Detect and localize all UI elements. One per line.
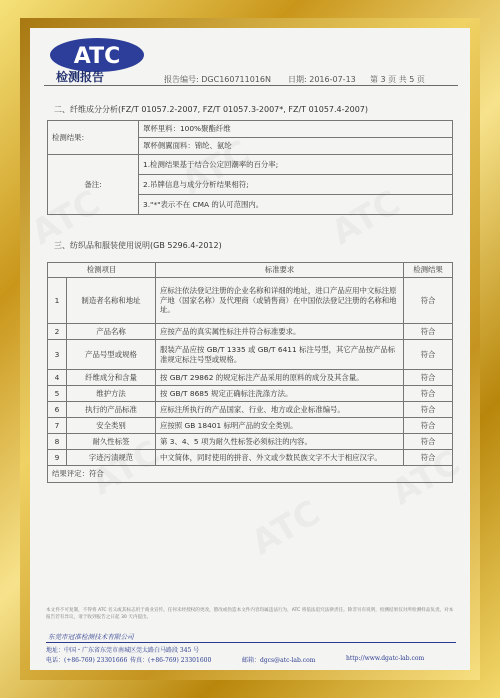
remark-line: 3."*"表示不在 CMA 的认可范围内。 (139, 195, 453, 215)
remark-label: 备注: (48, 155, 139, 215)
col-header-item: 检测项目 (48, 263, 156, 278)
table-row: 8 耐久性标签 第 3、4、5 项为耐久性标签必须标注的内容。 符合 (48, 434, 453, 450)
header-divider (44, 85, 458, 86)
report-title: 检测报告 (56, 70, 105, 84)
section-3-title: 三、纺织品和服装使用说明(GB 5296.4-2012) (54, 241, 222, 250)
page-info: 第 3 页 共 5 页 (370, 75, 425, 84)
report-number: 报告编号: DGC160711016N (164, 75, 271, 84)
watermark (245, 493, 327, 564)
table-row: 4 纤维成分和含量 按 GB/T 29862 的规定标注产品采用的原料的成分及其含量。 符合 (48, 370, 453, 386)
conclusion: 结果评定：符合 (48, 466, 453, 483)
company-address: 地址：中国・广东省东莞市南城区莞太路白马路段 345 号 (46, 647, 200, 654)
report-date: 日期: 2016-07-13 (288, 75, 356, 84)
table-row: 5 维护方法 按 GB/T 8685 规定正确标注洗涤方法。 符合 (48, 386, 453, 402)
company-tel: 电话：(+86-769) 23301666 (46, 657, 128, 664)
section-2-title: 二、纤维成分分析(FZ/T 01057.2-2007, FZ/T 01057.3-2007*, FZ/T 01057.4-2007) (54, 105, 369, 114)
result-label: 检测结果: (48, 121, 139, 155)
remark-line: 1.检测结果基于结合公定回潮率的百分率; (139, 155, 453, 175)
fiber-analysis-table (47, 120, 453, 215)
labeling-table (47, 262, 453, 483)
result-line: 罩杯侧翼面料：锦纶、氨纶 (139, 138, 453, 155)
result-line: 罩杯里料：100%聚酯纤维 (139, 121, 453, 138)
remark-line: 2.吊牌信息与成分分析结果相符; (139, 175, 453, 195)
company-website: http://www.dgatc-lab.com (346, 655, 425, 662)
table-row: 7 安全类别 应按照 GB 18401 标明产品的安全类别。 符合 (48, 418, 453, 434)
disclaimer: 本文件不可复制，不得将 ATC 名义或其标志用于商业宣传。任何未经授权的更改、篡改或伪造本文件内容均属违法行为，ATC 将依法追究法律责任。除非另有说明，检测结果仅对所检测样品负责。对本报告若有异议，请于收到报告之日起 30 天内提出。 (46, 608, 454, 620)
company-email: 邮箱：dgcs@atc-lab.com (242, 657, 316, 664)
svg-text:ATC: ATC (73, 44, 121, 69)
table-row: 1 制造者名称和地址 应标注依法登记注册的企业名称和详细的地址，进口产品应用中文标注原产地（国家名称）及代理商（或销售商）在中国依法登记注册的名称和地址。 符合 (48, 278, 453, 324)
table-row: 9 字迹污渍规范 中文简体，同时使用的拼音、外文或少数民族文字不大于相应汉字。 符合 (48, 450, 453, 466)
table-row: 3 产品号型或规格 服装产品应按 GB/T 1335 或 GB/T 6411 标注号型，其它产品按产品标准规定标注号型或规格。 符合 (48, 340, 453, 370)
table-row: 2 产品名称 应按产品的真实属性标注并符合标准要求。 符合 (48, 324, 453, 340)
col-header-req: 标准要求 (156, 263, 404, 278)
company-fax: 传真：(+86-769) 23301600 (130, 657, 212, 664)
company-name: 东莞市冠准检测技术有限公司 (48, 633, 134, 641)
report-page (30, 28, 470, 670)
footer-divider (46, 642, 456, 643)
table-row: 6 执行的产品标准 应标注所执行的产品国家、行业、地方或企业标准编号。 符合 (48, 402, 453, 418)
col-header-result: 检测结果 (404, 263, 453, 278)
